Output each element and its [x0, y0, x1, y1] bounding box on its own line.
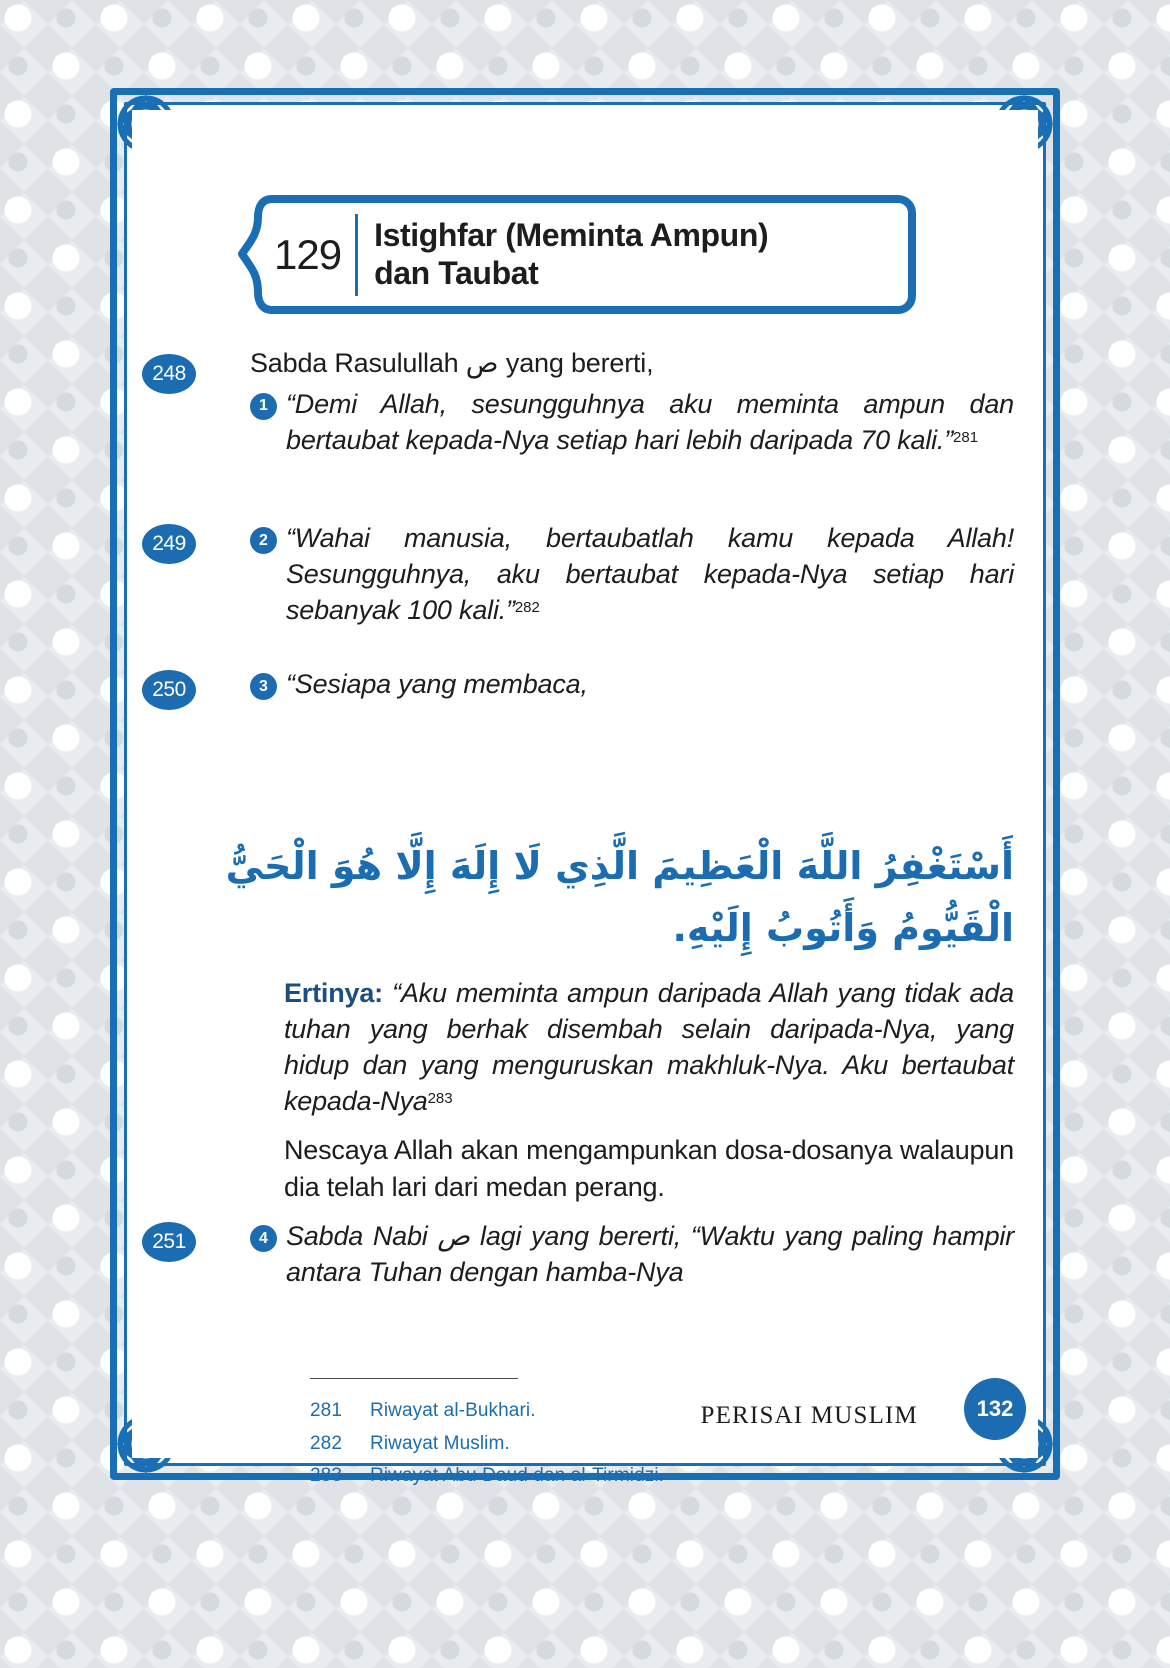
footnote-number: 281 [310, 1400, 343, 1421]
page-sheet [110, 88, 1060, 1487]
chapter-title-line2: dan Taubat [374, 254, 539, 291]
hadith-lead-text-248: Sabda Rasulullah ص yang bererti, [250, 348, 654, 378]
arabic-dua [225, 836, 1014, 959]
chapter-heading-banner [238, 192, 918, 317]
hadith-marker-249: 249 [142, 524, 196, 564]
translation-label: Ertinya: [284, 978, 383, 1008]
footnote-text: Riwayat al-Bukhari. [370, 1400, 536, 1421]
chapter-divider [355, 214, 358, 296]
translation-text: “Aku meminta ampun daripada Allah yang tidak ada tuhan yang berhak disembah selain daripada-Nya, yang hidup dan yang menguruskan makhluk-Nya. Aku bertaubat kepada-Nya [284, 978, 1015, 1116]
footnote-text: Riwayat Abu Daud dan al-Tirmidzi. [370, 1465, 665, 1487]
hadith-marker-251: 251 [142, 1222, 196, 1262]
arabic-line-1: أَسْتَغْفِرُ اللَّهَ الْعَظِيمَ الَّذِي لَا إِلَهَ إِلَّا هُوَ الْحَيُّ [225, 844, 1014, 888]
hadith-entry-250 [250, 662, 1014, 702]
footnote-number: 282 [310, 1432, 343, 1454]
hadith-entry-251 [250, 1214, 1014, 1290]
arabic-line-2: الْقَيُّومُ وَأَتُوبُ إِلَيْهِ. [672, 905, 1014, 950]
footnote-item [310, 1428, 1014, 1461]
quote-badge-3: 3 [250, 673, 277, 700]
footnote-text: Riwayat Muslim. [370, 1432, 510, 1454]
page-content [132, 110, 1038, 1487]
hadith-quote-text-249: “Wahai manusia, bertaubatlah kamu kepada Allah! Sesungguhnya, aku bertaubat kepada-Nya setiap hari sebanyak 100 kali.” [286, 523, 1014, 626]
hadith-quote-row-249 [250, 520, 1014, 629]
footnote-ref-281: 281 [953, 428, 979, 446]
footnote-separator [310, 1378, 518, 1379]
hadith-entry-249 [250, 516, 1014, 629]
footnote-number: 283 [310, 1465, 343, 1487]
chapter-number: 129 [274, 230, 342, 278]
conclusion-text: Nescaya Allah akan mengampunkan dosa-dosanya walaupun dia telah lari dari medan perang. [284, 1135, 1014, 1202]
hadith-quote-250: “Sesiapa yang membaca, [286, 669, 588, 699]
hadith-marker-250: 250 [142, 670, 196, 710]
hadith-quote-248 [286, 386, 1014, 458]
translation-block [284, 976, 1014, 1120]
book-title-footer: PERISAI MUSLIM [700, 1402, 918, 1429]
hadith-quote-row-248 [250, 386, 1014, 458]
footnote-item [310, 1460, 1014, 1493]
page-number-badge: 132 [964, 1378, 1026, 1440]
conclusion-paragraph [284, 1132, 1014, 1205]
translation-paragraph [284, 976, 1014, 1120]
hadith-quote-text-248: “Demi Allah, sesungguhnya aku meminta ampun dan bertaubat kepada-Nya setiap hari lebih daripada 70 kali.” [286, 388, 1014, 455]
chapter-title-line1: Istighfar (Meminta Ampun) [374, 217, 769, 254]
quote-badge-2: 2 [250, 527, 277, 554]
quote-badge-1: 1 [250, 393, 277, 420]
hadith-quote-row-251 [250, 1218, 1014, 1290]
hadith-quote-249 [286, 520, 1014, 629]
hadith-quote-row-250 [250, 666, 1014, 702]
footnote-ref-283: 283 [427, 1089, 453, 1107]
quote-badge-4: 4 [250, 1225, 277, 1252]
hadith-entry-248 [250, 346, 1014, 458]
chapter-title [374, 217, 768, 291]
hadith-marker-248: 248 [142, 354, 196, 394]
footnote-ref-282: 282 [514, 599, 540, 617]
hadith-lead-248 [250, 346, 1014, 382]
hadith-quote-251: Sabda Nabi ص lagi yang bererti, “Waktu yang paling hampir antara Tuhan dengan hamba-Nya [286, 1221, 1015, 1288]
